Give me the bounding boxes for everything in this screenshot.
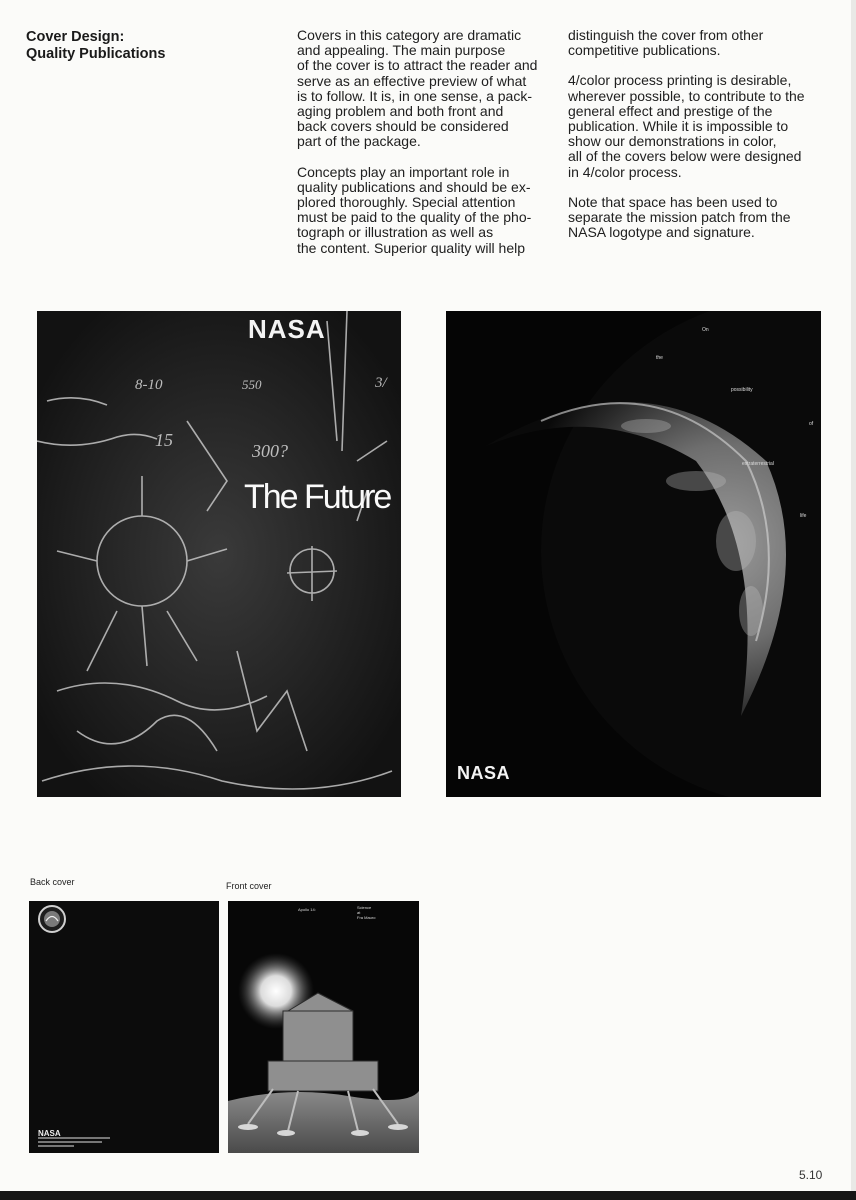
paragraph-purpose: Covers in this category are dramatic and appealing. The main purpose of the cover is to attract the reader and serve as an effective preview of what is to follow. It is, in one sense, a pack- aging problem and both front and back covers should be considered part of the package.: [297, 27, 538, 150]
body-column-1: [297, 28, 555, 271]
chalk-note-5: 3/: [375, 375, 387, 391]
caption-front-cover: Front cover: [226, 881, 272, 891]
paragraph-distinguish: distinguish the cover from other competitive publications.: [568, 27, 764, 59]
apollo-title-line-3: Fra Mauro: [357, 915, 376, 920]
chalk-note-3: 300?: [252, 441, 288, 461]
paragraph-spacing-note: Note that space has been used to separate the mission patch from the NASA logotype and signature.: [568, 193, 791, 241]
nasa-logotype: NASA: [457, 763, 511, 783]
page-edge: [851, 0, 856, 1191]
mission-patch-icon: [29, 901, 219, 1153]
nasa-logotype: NASA: [248, 314, 326, 344]
chalk-note-1: 8-10: [135, 377, 163, 393]
cover-earth: [446, 311, 821, 797]
bottom-border: [0, 1191, 856, 1200]
page-number: 5.10: [799, 1168, 823, 1182]
cover-title: The Future: [244, 478, 391, 516]
lunar-module-image: [228, 901, 419, 1153]
heading-line-1: Cover Design:: [26, 29, 125, 45]
nasa-logotype: NASA: [38, 1129, 61, 1138]
cover-back: [29, 901, 219, 1153]
earth-image: [446, 311, 821, 797]
poem-word-2: the: [656, 355, 663, 361]
chalkboard-image: [37, 311, 401, 797]
cover-apollo-14: [228, 901, 419, 1153]
poem-word-5: extraterrestrial: [742, 461, 774, 467]
poem-word-6: life: [800, 513, 807, 519]
poem-word-4: of: [809, 421, 814, 427]
apollo-title-right: [357, 905, 375, 920]
poem-word-1: On: [702, 327, 709, 333]
paragraph-color-process: 4/color process printing is desirable, wherever possible, to contribute to the general effect and prestige of the publication. While it is impossible to show our demonstrations in color, all of the covers below were designed in 4/color process.: [568, 72, 805, 180]
poem-word-3: possibility: [731, 387, 753, 393]
chalk-note-4: 550: [242, 377, 262, 392]
section-heading: [26, 29, 256, 63]
apollo-title-left: Apollo 14:: [298, 907, 316, 912]
caption-back-cover: Back cover: [30, 877, 75, 887]
apollo-title-line-2: at: [357, 910, 361, 915]
heading-line-2: Quality Publications: [26, 46, 166, 62]
paragraph-concepts: Concepts play an important role in quality publications and should be ex- plored thoroughly. Special attention must be paid to the quality of the pho- tograph or illustration as well as the content. Superior quality will help: [297, 163, 532, 256]
body-column-2: [568, 28, 830, 255]
apollo-title-line-1: Science: [357, 905, 372, 910]
back-cover-fine-print: [38, 1137, 118, 1147]
cover-the-future: [37, 311, 401, 797]
chalk-note-2: 15: [155, 430, 173, 450]
